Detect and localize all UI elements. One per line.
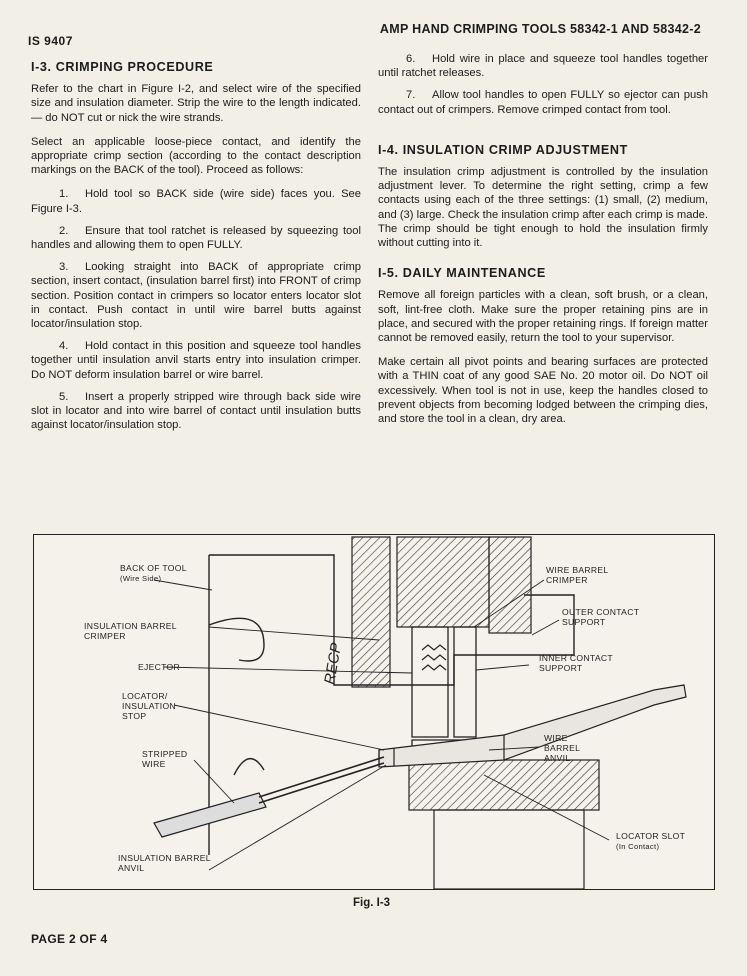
procedure-step	[31, 339, 361, 382]
callout-outer-contact-support: OUTER CONTACT SUPPORT	[562, 607, 640, 627]
procedure-step	[31, 260, 361, 331]
outer-support-die	[489, 537, 531, 633]
step-text: Hold contact in this position and squeeze tool handles together until insulation anvil starts entry into insulation crimper. Do NOT deform insulation barrel or wire barrel.	[31, 340, 361, 381]
callout-inner-contact-support: INNER CONTACT SUPPORT	[539, 653, 613, 673]
document-title: AMP HAND CRIMPING TOOLS 58342-1 AND 58342-2	[379, 22, 701, 36]
right-column	[378, 52, 708, 436]
procedure-step	[31, 390, 361, 433]
callout-wire-barrel-crimper: WIRE BARREL CRIMPER	[546, 565, 609, 585]
callout-insulation-barrel-crimper: INSULATION BARREL CRIMPER	[84, 621, 177, 641]
contact	[379, 685, 686, 767]
paragraph: The insulation crimp adjustment is controlled by the insulation adjustment lever. To determine the right setting, crimp a few contacts using each of the three settings: (1) small, (2) medium, and (3) large. Check the insulation crimp after each crimp is made. The crimp should be tight enough to hold the insulation firmly without cutting into it.	[378, 166, 708, 250]
document-id: IS 9407	[28, 34, 73, 48]
section-heading-daily-maintenance: I-5. DAILY MAINTENANCE	[378, 266, 546, 281]
paragraph: Remove all foreign particles with a clean, soft brush, or a clean, soft, lint-free cloth. Make sure the proper retaining pins are in place, and secured with the proper retaining rings. If foreign matter cannot be removed easily, return the tool to your supervisor.	[378, 289, 708, 345]
procedure-step	[378, 52, 708, 80]
procedure-step	[31, 187, 361, 215]
step-text: Allow tool handles to open FULLY so ejector can push contact out of crimpers. Remove crimped contact from tool.	[378, 89, 708, 116]
step-text: Looking straight into BACK of appropriate crimp section, insert contact, (insulation barrel first) into FRONT of crimp section. Position contact in crimpers so locator enters locator slot in contact. Push contact in until wire barrel butts against locator/insulation stop.	[31, 261, 361, 331]
paragraph: Select an applicable loose-piece contact, and identify the appropriate crimp section (according to the contact description markings on the BACK of the tool). Proceed as follows:	[31, 135, 361, 177]
callout-stripped-wire: STRIPPED WIRE	[142, 749, 188, 769]
paragraph: Refer to the chart in Figure I-2, and select wire of the specified size and insulation diameter. Strip the wire to the length indicated. — do NOT cut or nick the wire strands.	[31, 83, 361, 124]
step-number: 3.	[59, 261, 69, 274]
step-number: 6.	[406, 53, 416, 65]
step-text: Hold tool so BACK side (wire side) faces you. See Figure I-3.	[31, 188, 361, 215]
paragraph: Make certain all pivot points and bearing surfaces are protected with a THIN coat of any good SAE No. 20 motor oil. Do NOT oil excessively. When tool is not in use, keep the handles closed to prevent objects from becoming lodged between the crimping dies, and store the tool in a clean, dry area.	[378, 356, 708, 426]
insulation-crimper-die	[352, 537, 390, 687]
page-number: PAGE 2 OF 4	[31, 932, 108, 946]
section-heading-crimping-procedure: I-3. CRIMPING PROCEDURE	[31, 60, 214, 74]
callout-insulation-barrel-anvil: INSULATION BARREL ANVIL	[118, 853, 211, 873]
callout-ejector: EJECTOR	[138, 662, 181, 672]
die-marking-text: RECP	[321, 641, 346, 686]
step-text: Hold wire in place and squeeze tool handles together until ratchet releases.	[378, 53, 708, 80]
step-number: 7.	[406, 89, 416, 102]
callout-back-of-tool: BACK OF TOOL (Wire Side)	[120, 563, 187, 583]
procedure-step	[31, 224, 361, 252]
callout-in-contact: (In Contact)	[616, 842, 660, 851]
callout-locator-insulation-stop: LOCATOR/ INSULATION STOP	[122, 691, 176, 721]
step-number: 1.	[59, 188, 69, 201]
left-column	[31, 60, 361, 440]
step-number: 2.	[59, 224, 69, 237]
wire-crimper-die	[397, 537, 489, 627]
callout-wire-side: (Wire Side)	[120, 574, 162, 583]
ejector-housing	[412, 627, 448, 737]
anvil-base	[434, 810, 584, 889]
callout-locator-slot: LOCATOR SLOT (In Contact)	[616, 831, 686, 851]
ejector-spring	[422, 645, 446, 670]
step-number: 5.	[59, 390, 69, 403]
figure-caption: Fig. I-3	[353, 897, 391, 909]
section-heading-insulation-crimp-adjustment: I-4. INSULATION CRIMP ADJUSTMENT	[378, 142, 628, 157]
figure-crimping-tool-diagram	[33, 534, 715, 890]
callout-wire-barrel-anvil: WIRE BARREL ANVIL	[544, 733, 580, 763]
step-text: Ensure that tool ratchet is released by squeezing tool handles and allowing them to open FULLY.	[31, 224, 361, 252]
step-number: 4.	[59, 340, 69, 353]
stripped-wire	[154, 757, 384, 837]
procedure-step	[378, 88, 708, 116]
step-text: Insert a properly stripped wire through back side wire slot in locator and into wire barrel of contact until insulation butts against locator/insulation stop.	[31, 390, 361, 432]
inner-contact-support	[454, 627, 476, 737]
